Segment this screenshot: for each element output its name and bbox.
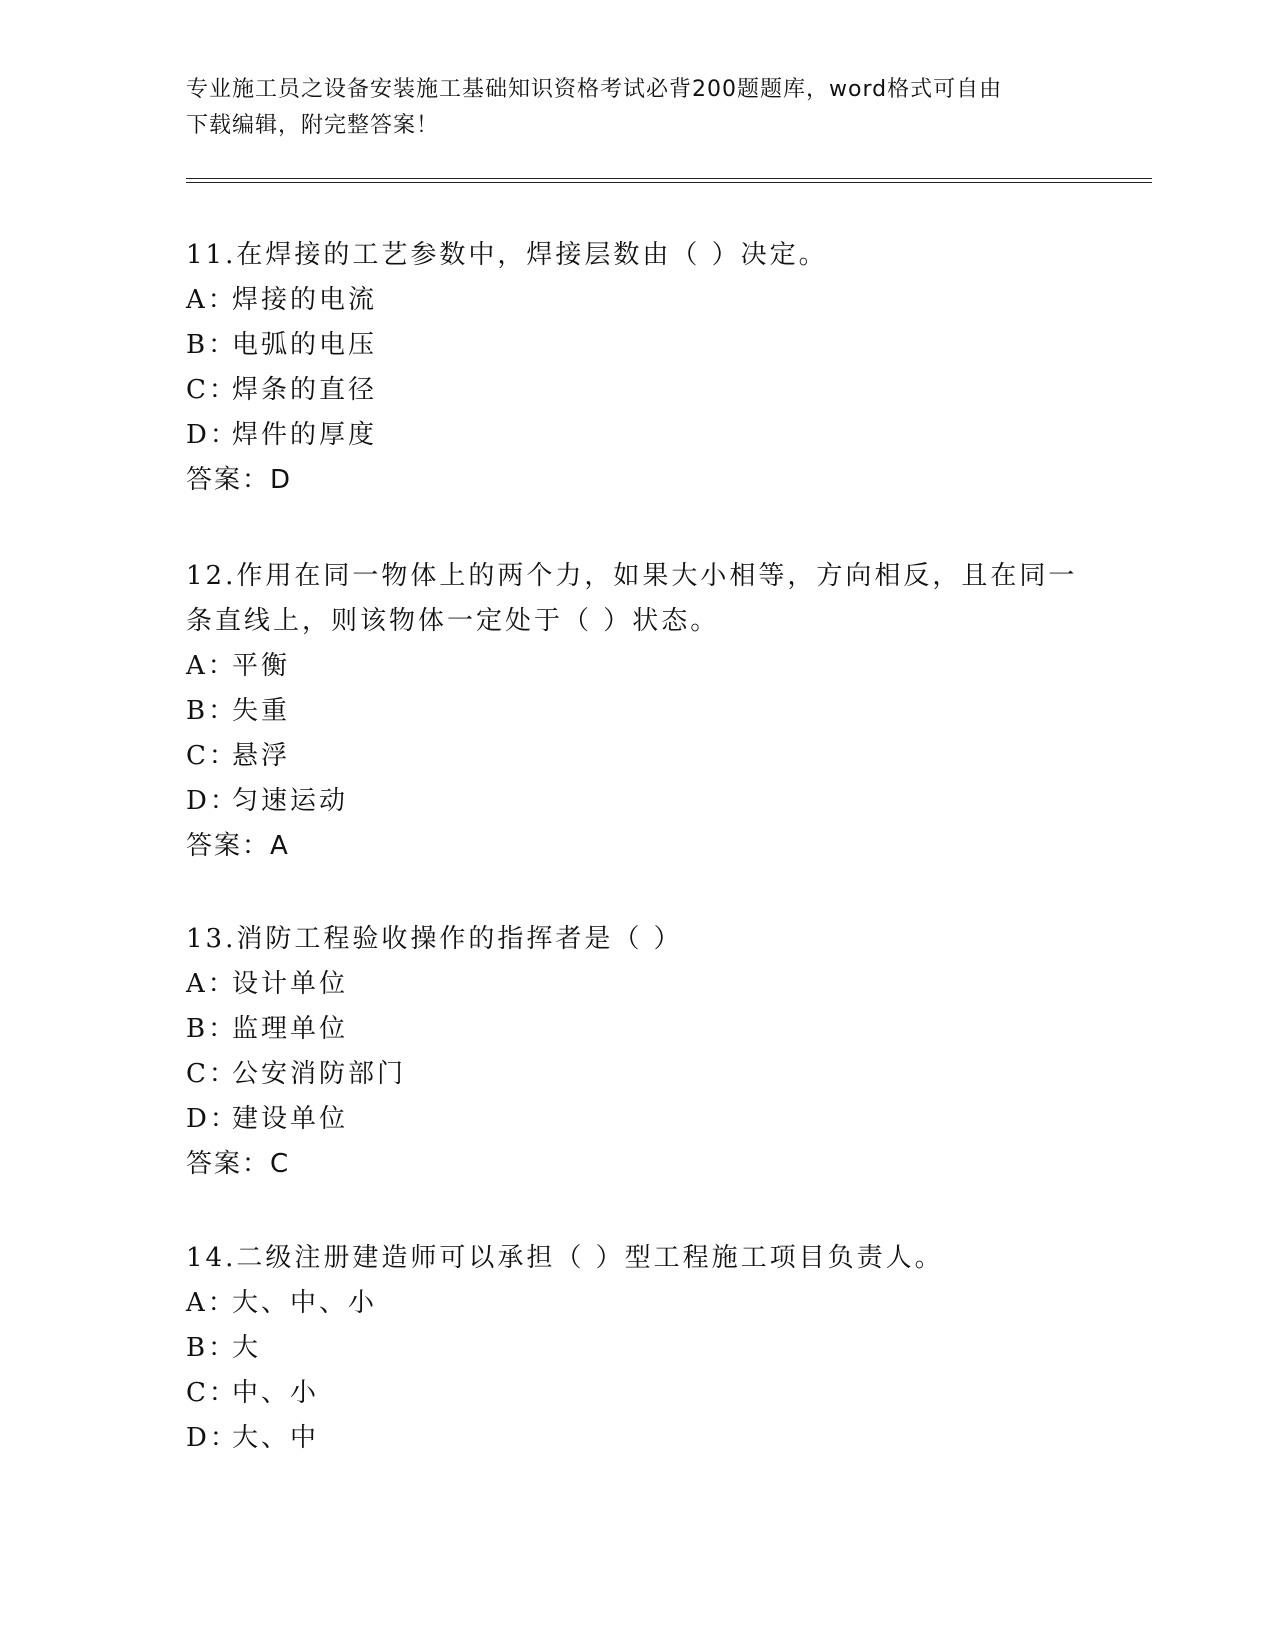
question-11 (186, 233, 1086, 503)
header-divider-bottom (186, 182, 1152, 183)
option-letter: A： (186, 285, 237, 315)
option-letter: A： (186, 969, 237, 999)
option-text: 焊接的电流 (232, 285, 378, 315)
option-text: 电弧的电压 (232, 330, 378, 360)
option-b (186, 1326, 1086, 1371)
answer-line: 答案：C (186, 1149, 291, 1179)
option-text: 建设单位 (232, 1104, 349, 1134)
option-letter: D： (186, 1104, 239, 1134)
option-c (186, 368, 1086, 413)
question-stem: 13.消防工程验收操作的指挥者是（ ） (186, 924, 683, 954)
option-d (186, 1097, 1086, 1142)
option-text: 公安消防部门 (232, 1059, 407, 1089)
option-text: 监理单位 (232, 1014, 349, 1044)
option-letter: D： (186, 786, 239, 816)
answer-line: 答案：D (186, 465, 293, 495)
option-c (186, 1052, 1086, 1097)
option-letter: A： (186, 651, 237, 681)
option-letter: C： (186, 741, 238, 771)
option-text: 焊条的直径 (232, 375, 378, 405)
option-text: 焊件的厚度 (232, 420, 378, 450)
option-letter: A： (186, 1288, 237, 1318)
option-text: 平衡 (232, 651, 291, 681)
option-text: 设计单位 (232, 969, 349, 999)
option-a (186, 1281, 1086, 1326)
question-14 (186, 1236, 1086, 1461)
option-d (186, 779, 1086, 824)
option-text: 中、小 (232, 1378, 320, 1408)
option-letter: D： (186, 420, 239, 450)
option-letter: C： (186, 375, 238, 405)
answer-line: 答案：A (186, 831, 290, 861)
option-letter: B： (186, 1333, 238, 1363)
question-13 (186, 917, 1086, 1187)
header-line-2: 下载编辑，附完整答案！ (186, 113, 440, 138)
document-header (186, 72, 1066, 144)
option-a (186, 644, 1086, 689)
question-12 (186, 554, 1086, 869)
option-letter: B： (186, 1014, 238, 1044)
header-line-1: 专业施工员之设备安装施工基础知识资格考试必背200题题库，word格式可自由 (186, 77, 1003, 102)
option-b (186, 323, 1086, 368)
question-stem: 11.在焊接的工艺参数中，焊接层数由（ ）决定。 (186, 240, 828, 270)
option-d (186, 1416, 1086, 1461)
option-letter: C： (186, 1059, 238, 1089)
option-text: 匀速运动 (232, 786, 349, 816)
option-text: 大、中 (232, 1423, 320, 1453)
option-letter: D： (186, 1423, 239, 1453)
question-stem: 12.作用在同一物体上的两个力，如果大小相等，方向相反，且在同一 (186, 561, 1078, 591)
question-stem-continued: 条直线上，则该物体一定处于（ ）状态。 (186, 606, 720, 636)
option-text: 失重 (232, 696, 291, 726)
option-letter: C： (186, 1378, 238, 1408)
option-text: 大 (232, 1333, 262, 1363)
option-text: 大、中、小 (232, 1288, 378, 1318)
question-stem: 14.二级注册建造师可以承担（ ）型工程施工项目负责人。 (186, 1243, 944, 1273)
option-b (186, 689, 1086, 734)
option-c (186, 734, 1086, 779)
header-divider-top (186, 178, 1152, 179)
option-a (186, 962, 1086, 1007)
option-letter: B： (186, 696, 238, 726)
option-text: 悬浮 (232, 741, 291, 771)
option-d (186, 413, 1086, 458)
option-a (186, 278, 1086, 323)
option-letter: B： (186, 330, 238, 360)
option-b (186, 1007, 1086, 1052)
option-c (186, 1371, 1086, 1416)
